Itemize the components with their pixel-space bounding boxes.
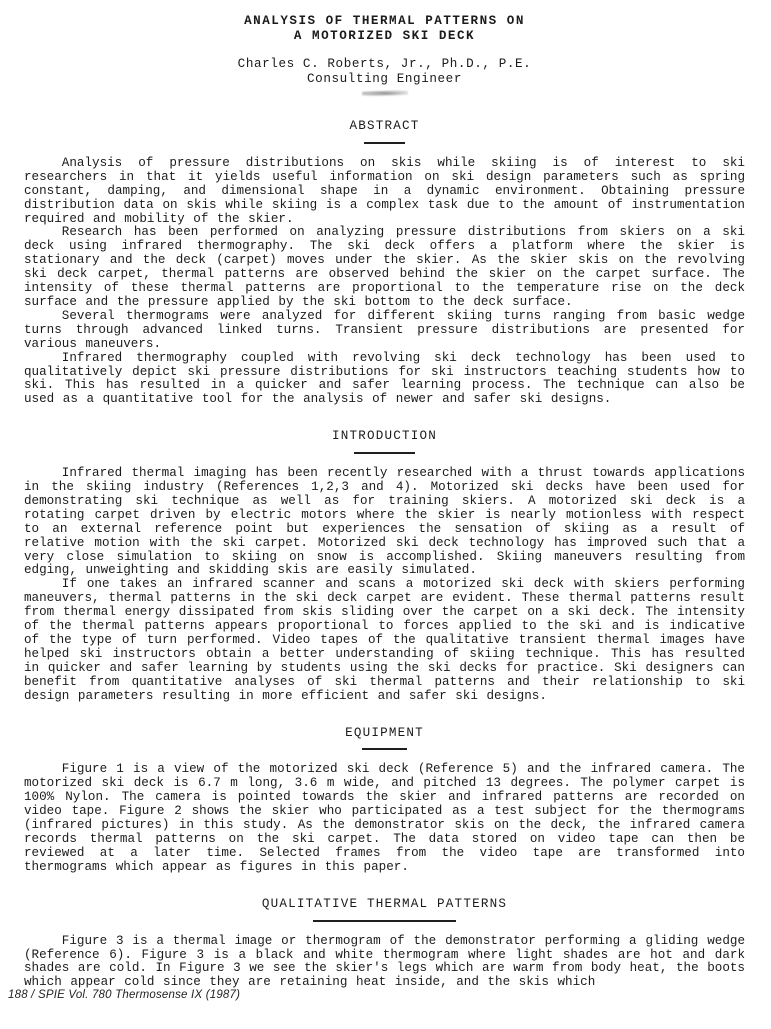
section-heading-wrap: [24, 120, 745, 144]
abstract-paragraph-4: Infrared thermography coupled with revolving ski deck technology has been used to qualitatively depict ski pressure distributions for ski instructors teaching students how to ski. This has resulted in a quicker and safer learning process. The technique can also be used as a quantitative tool for the analysis of newer and safer ski designs.: [24, 350, 745, 407]
scan-smudge: [362, 90, 408, 97]
paper-title-line-1: ANALYSIS OF THERMAL PATTERNS ON: [244, 14, 525, 28]
introduction-paragraph-1: Infrared thermal imaging has been recently researched with a thrust towards applications in the skiing industry (References 1,2,3 and 4). Motorized ski decks have been used for demonstrating ski technique as well as for training skiers. A motorized ski deck is a rotating carpet driven by electric motors where the skier is nearly motionless with respect to an external reference point but experiences the sensation of skiing as a result of relative motion with the ski carpet. Motorized ski deck technology has improved such that a very close simulation to skiing on snow is accomplished. Skiing maneuvers resulting from edging, unweighting and skidding skis are easily simulated.: [24, 466, 745, 578]
section-heading-wrap: [24, 727, 745, 751]
section-heading-wrap: [24, 430, 745, 454]
section-heading-qualitative: QUALITATIVE THERMAL PATTERNS: [262, 898, 507, 922]
equipment-paragraph-1: Figure 1 is a view of the motorized ski deck (Reference 5) and the infrared camera. The motorized ski deck is 6.7 m long, 3.6 m wide, and pitched 13 degrees. The polymer carpet is 100% Nylon. The camera is pointed towards the skier and infrared patterns are recorded on video tape. Figure 2 shows the skier who participated as a test subject for the thermograms (infrared pictures) in this study. As the demonstrator skis on the deck, the infrared camera records thermal patterns on the ski carpet. The data stored on video tape can then be reviewed at a later time. Selected frames from the video tape are transformed into thermograms which appear as figures in this paper.: [24, 762, 745, 874]
abstract-paragraph-3: Several thermograms were analyzed for different skiing turns ranging from basic wedge turns through advanced linked turns. Transient pressure distributions are presented for various maneuvers.: [24, 308, 745, 351]
author-block: [24, 57, 745, 97]
section-qualitative-thermal-patterns: [24, 898, 745, 991]
abstract-paragraph-1: Analysis of pressure distributions on skis while skiing is of interest to ski researchers in that it yields useful information on ski design parameters such as spring constant, damping, and dimensional shape in a dynamic environment. Obtaining pressure distribution data on skis while skiing is a complex task due to the amount of instrumentation required and mobility of the skier.: [24, 155, 745, 226]
author-name: Charles C. Roberts, Jr., Ph.D., P.E.: [237, 57, 532, 71]
title-block: [24, 14, 745, 44]
section-heading-abstract: ABSTRACT: [349, 120, 419, 144]
section-heading-wrap: [24, 898, 745, 922]
section-heading-introduction: INTRODUCTION: [332, 430, 437, 454]
qualitative-paragraph-1: Figure 3 is a thermal image or thermogram of the demonstrator performing a gliding wedge (Reference 6). Figure 3 is a black and white thermogram where light shades are hot and dark shades are cold. In Figure 3 we see the skier's legs which are warm from body heat, the boots which appear cold since they are retaining heat inside, and the skis which: [24, 933, 745, 990]
section-heading-equipment: EQUIPMENT: [345, 727, 424, 751]
paper-title-line-2: A MOTORIZED SKI DECK: [293, 29, 476, 43]
author-role: Consulting Engineer: [307, 71, 462, 86]
page-footer: 188 / SPIE Vol. 780 Thermosense IX (1987): [8, 989, 241, 1002]
section-introduction: [24, 430, 745, 703]
introduction-paragraph-2: If one takes an infrared scanner and scans a motorized ski deck with skiers performing maneuvers, thermal patterns in the ski deck carpet are evident. These thermal patterns result from thermal energy dissipated from skis sliding over the carpet on a ski deck. The intensity of the thermal patterns appears proportional to forces applied to the ski and is indicative of the type of turn performed. Video tapes of the qualitative transient thermal images have helped ski instructors obtain a better understanding of skiing technique. This has resulted in quicker and safer learning by students using the ski decks for practice. Ski designers can benefit from quantitative analyses of ski thermal patterns and their relationship to ski design parameters resulting in more efficient and safer ski designs.: [24, 577, 745, 703]
section-abstract: [24, 120, 745, 407]
abstract-paragraph-2: Research has been performed on analyzing pressure distributions from skiers on a ski deck using infrared thermography. The ski deck offers a platform where the skier is stationary and the deck (carpet) moves under the skier. As the skier skis on the revolving ski deck carpet, thermal patterns are observed behind the skier on the carpet surface. The intensity of these thermal patterns are proportional to the temperature rise on the deck surface and the pressure applied by the ski bottom to the deck surface.: [24, 225, 745, 309]
section-equipment: [24, 727, 745, 875]
